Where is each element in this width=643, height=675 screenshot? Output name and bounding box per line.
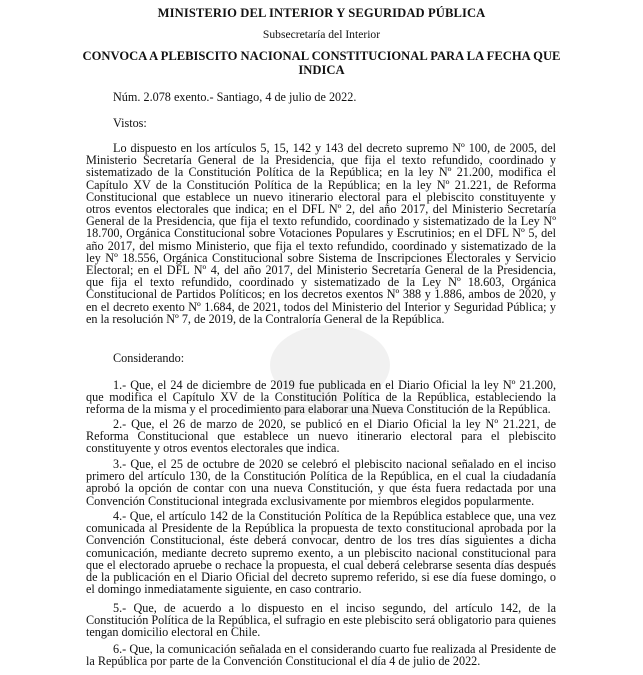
vistos-paragraph: Lo dispuesto en los artículos 5, 15, 142 y 143 del decreto supremo Nº 100, de 2005, del Ministerio Secretaría General de la Presidencia, que fija el texto refundido, coordinado y sistematizado de la Constitución Política de la República; en la ley Nº 21.200, modifica el Capítulo XV de la Constitución Política de la República; en la ley Nº 21.221, de Reforma Constitucional que establece un nuevo itinerario electoral para el plebiscito constituyente y otros eventos electorales que indica; en el DFL Nº 2, del año 2017, del Ministerio Secretaría General de la Presidencia, que fija el texto refundido, coordinado y sistematizado de la Ley Nº 18.700, Orgánica Constitucional sobre Votaciones Populares y Escrutinios; en el DFL Nº 5, del año 2017, del mismo Ministerio, que fija el texto refundido, coordinado y sistematizado de la ley Nº 18.556, Orgánica Constitucional sobre Sistema de Inscripciones Electorales y Servicio Electoral; en el DFL Nº 4, del año 2017, del Ministerio Secretaría General de la Presidencia, que fija el texto refundido, coordinado y sistematizado de la Ley Nº 18.603, Orgánica Constitucional de Partidos Políticos; en los decretos exentos Nº 388 y 1.886, ambos de 2020, y en el decreto exento Nº 1.684, de 2021, todos del Ministerio del Interior y Seguridad Pública; y en la resolución Nº 7, de 2019, de la Contraloría General de la República. (86, 141, 556, 326)
considerando-item-5: 5.- Que, de acuerdo a lo dispuesto en el inciso segundo, del artículo 142, de la Constitución Política de la República, el sufragio en este plebiscito será obligatorio para quienes tengan domicilio electoral en Chile. (86, 601, 556, 640)
subsecretaria-heading: Subsecretaría del Interior (262, 28, 381, 41)
considerando-item-6: 6.- Que, la comunicación señalada en el considerando cuarto fue realizada al Presidente de la República por parte de la Convención Constitucional el día 4 de julio de 2022. (86, 642, 556, 669)
ministry-heading: MINISTERIO DEL INTERIOR Y SEGURIDAD PÚBLICA (157, 6, 486, 20)
considerando-item-2: 2.- Que, el 26 de marzo de 2020, se publicó en el Diario Oficial la ley Nº 21.221, de Reforma Constitucional que establece un nuevo itinerario electoral para el plebiscito constituyente y otros eventos electorales que indica. (86, 417, 556, 456)
considerando-item-1: 1.- Que, el 24 de diciembre de 2019 fue publicada en el Diario Oficial la ley Nº 21.200, que modifica el Capítulo XV de la Constitución Política de la República, estableciendo la reforma de la misma y el procedimiento para elaborar una Nueva Constitución de la República. (86, 378, 556, 417)
document-title: CONVOCA A PLEBISCITO NACIONAL CONSTITUCIONAL PARA LA FECHA QUE INDICA (82, 49, 561, 77)
decree-number-line: Núm. 2.078 exento.- Santiago, 4 de julio de 2022. (113, 90, 357, 104)
considerando-item-3: 3.- Que, el 25 de octubre de 2020 se celebró el plebiscito nacional señalado en el inciso primero del artículo 130, de la Constitución Política de la República, en el cual la ciudadanía aprobó la opción de contar con una nueva Constitución, y que ésta fuera redactada por una Convención Constitucional integrada exclusivamente por miembros elegidos popularmente. (86, 457, 556, 508)
considerando-item-4: 4.- Que, el artículo 142 de la Constitución Política de la República establece que, una vez comunicada al Presidente de la República la propuesta de texto constitucional aprobada por la Convención Constitucional, éste deberá convocar, dentro de los tres días siguientes a dicha comunicación, mediante decreto supremo exento, a un plebiscito nacional constitucional para que el electorado apruebe o rechace la propuesta, el cual deberá celebrarse sesenta días después de la publicación en el Diario Oficial del decreto supremo referido, si ese día fuese domingo, o el domingo inmediatamente siguiente, en caso contrario. (86, 509, 556, 597)
considerando-heading: Considerando: (113, 351, 185, 365)
vistos-heading: Vistos: (113, 116, 147, 130)
